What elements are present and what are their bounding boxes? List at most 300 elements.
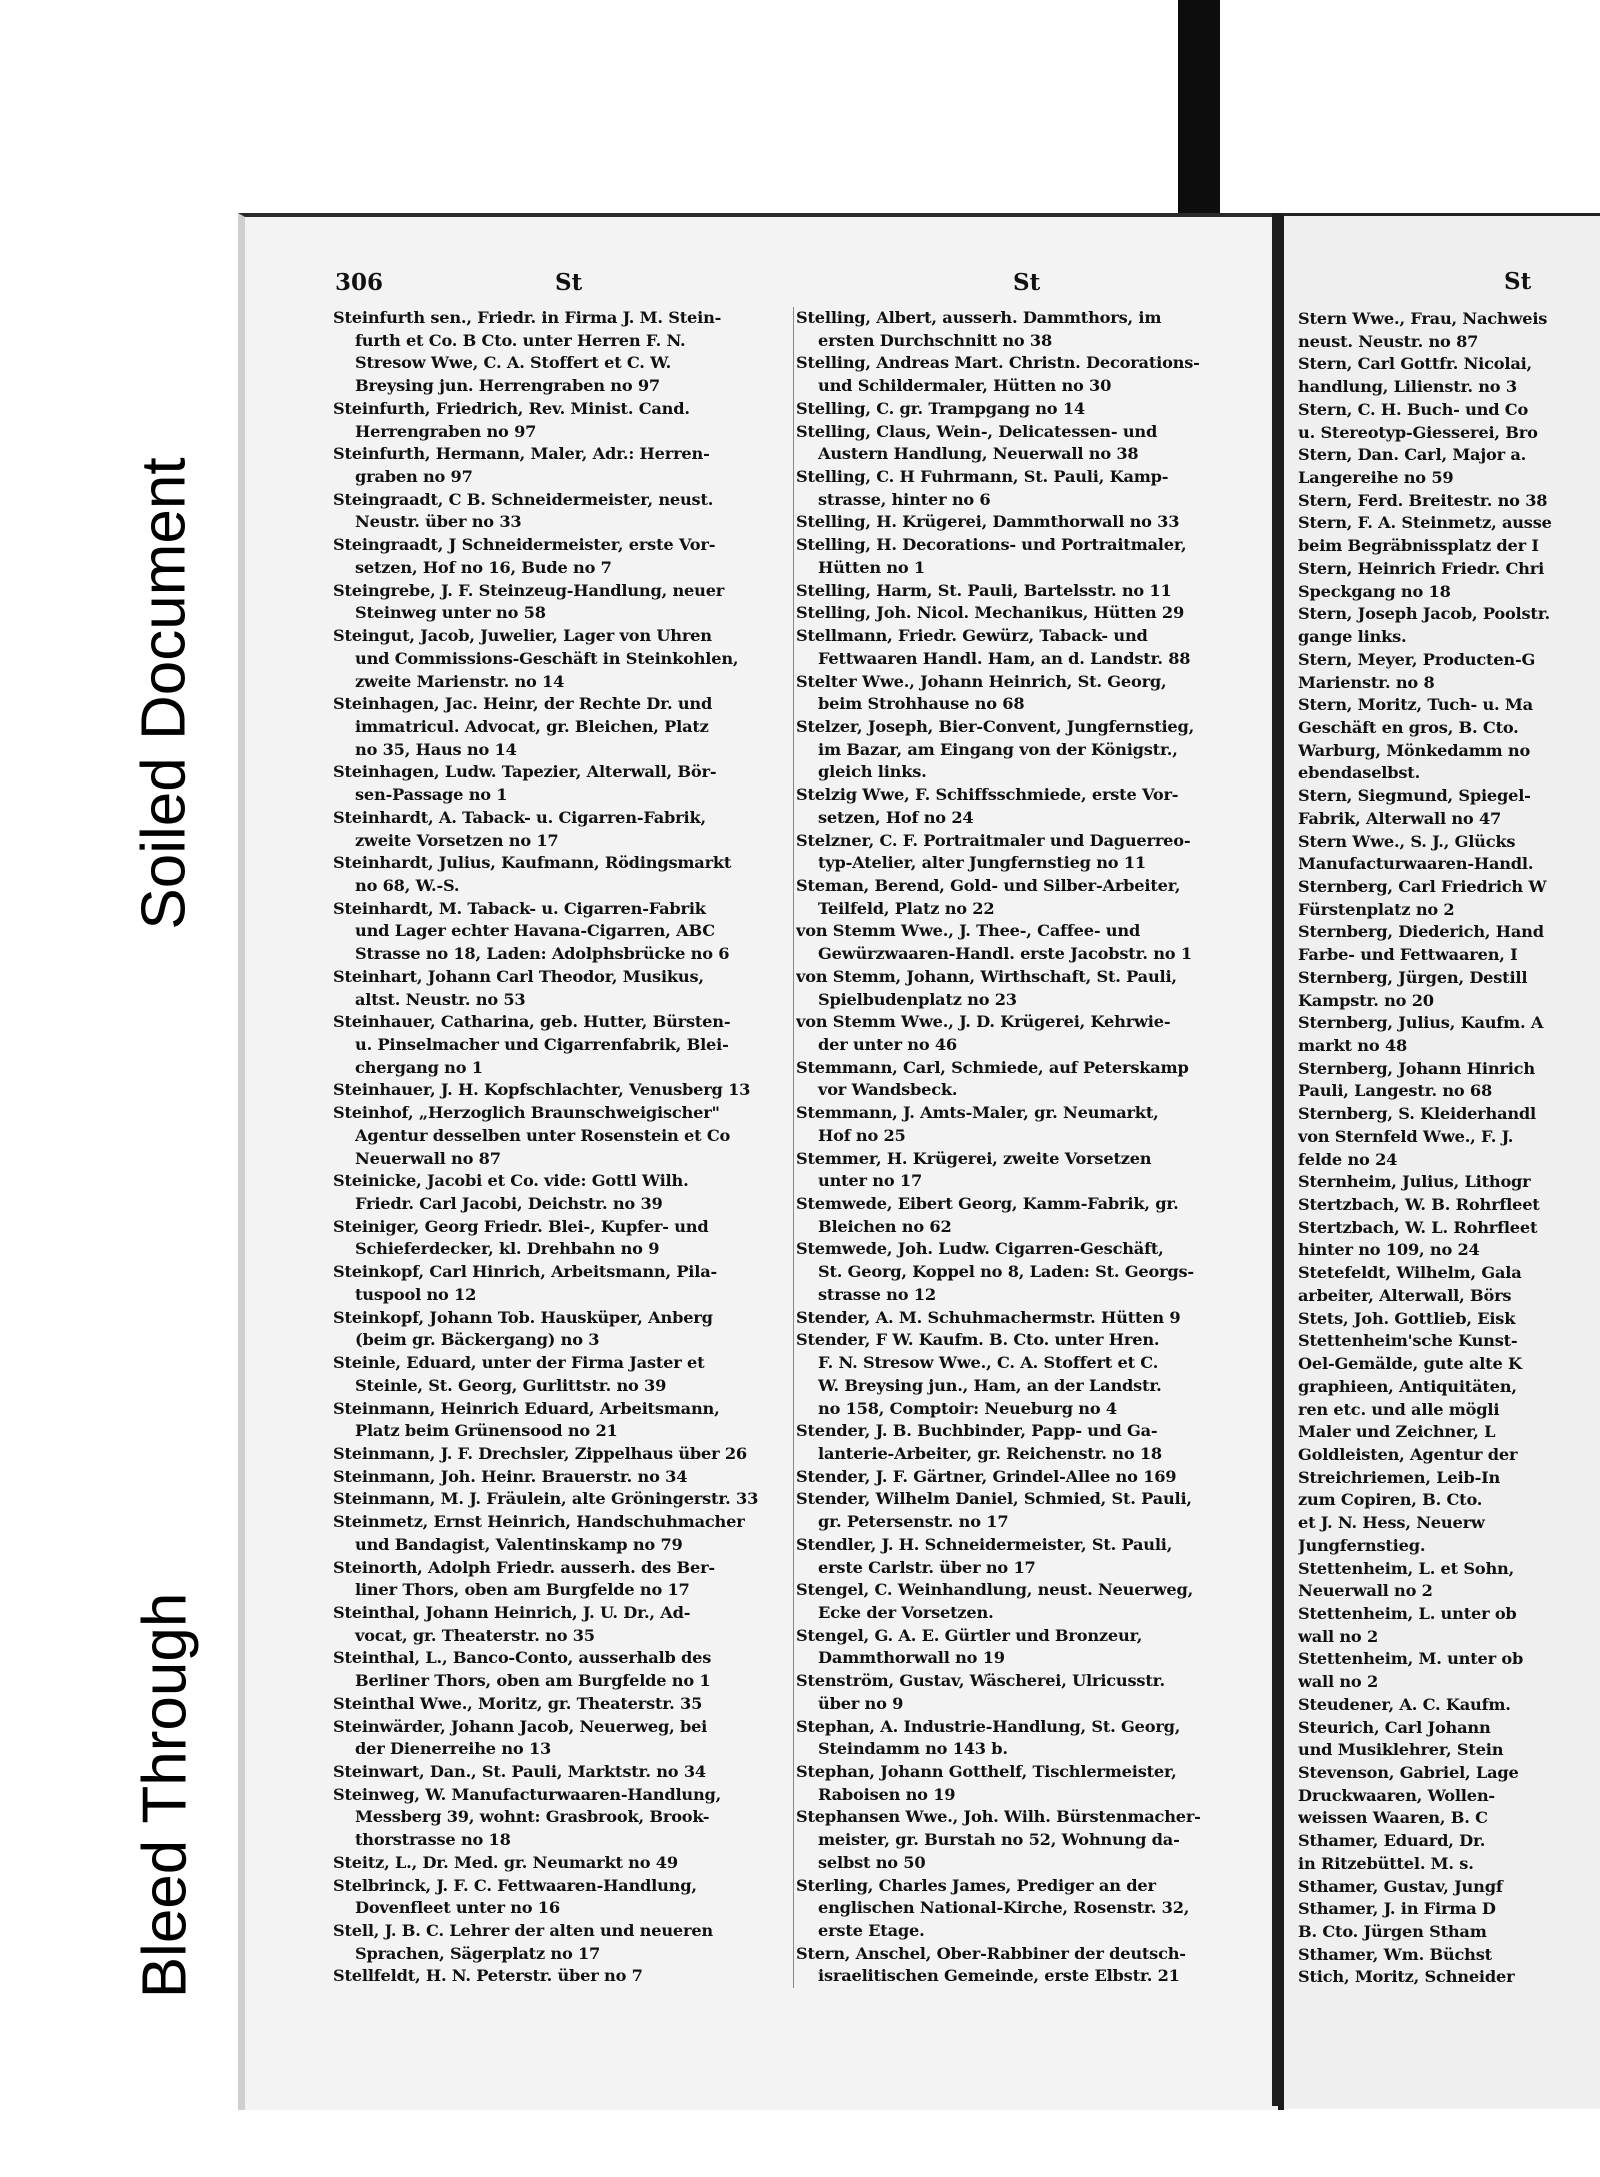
entry-line: Sternheim, Julius, Lithogr [1298,1172,1531,1192]
directory-entry [796,1148,1266,1193]
directory-entry [333,1693,783,1716]
entry-line: Steinfurth sen., Friedr. in Firma J. M. Stein- [333,308,722,327]
entry-line: Steinhof, „Herzoglich Braunschweigischer" [333,1103,720,1123]
header-left: St [555,269,583,296]
entry-line: Steingraadt, C B. Schneidermeister, neust. [333,489,714,509]
entry-line: Stern, Joseph Jacob, Poolstr. [1298,604,1550,624]
directory-entry [796,1307,1266,1330]
entry-line: furth et Co. B Cto. unter Herren F. N. [355,330,686,350]
directory-entry [796,352,1266,397]
entry-line: B. Cto. Jürgen Stham [1298,1922,1487,1942]
entry-line: Stellmann, Friedr. Gewürz, Taback- und [796,626,1148,646]
entry-line: Stertzbach, W. L. Rohrfleet [1298,1217,1538,1237]
directory-entry [333,398,783,443]
entry-line: sen-Passage no 1 [355,785,508,805]
directory-entry [796,875,1266,920]
entry-line: Strasse no 18, Laden: Adolphsbrücke no 6 [355,944,730,964]
entry-line: thorstrasse no 18 [355,1830,511,1850]
directory-entry [333,534,783,579]
directory-entry [796,1761,1266,1806]
entry-line: Oel-Gemälde, gute alte K [1298,1354,1522,1374]
entry-line: Sternberg, Diederich, Hand [1298,922,1544,942]
directory-entry [333,807,783,852]
book-page-main [238,213,1278,2110]
entry-line: Sternberg, Carl Friedrich W [1298,876,1547,896]
entry-line: Steinfurth, Hermann, Maler, Adr.: Herren- [333,444,710,464]
directory-entry [333,1170,783,1215]
directory-entry [796,830,1266,875]
entry-line: Steinorth, Adolph Friedr. ausserh. des Ber- [333,1557,715,1577]
entry-line: Steman, Berend, Gold- und Silber-Arbeiter, [796,875,1181,895]
entry-line: Steinmetz, Ernst Heinrich, Handschuhmacher [333,1512,745,1532]
entry-line: Steingut, Jacob, Juwelier, Lager von Uhren [333,626,712,646]
entry-line: Stemmann, J. Amts-Maler, gr. Neumarkt, [796,1103,1159,1123]
entry-line: u. Stereotyp-Giesserei, Bro [1298,422,1538,442]
entry-line: gleich links. [818,762,927,782]
entry-line: Steinmann, Joh. Heinr. Brauerstr. no 34 [333,1466,688,1486]
entry-line: der Dienerreihe no 13 [355,1739,552,1759]
entry-line: Steinhart, Johann Carl Theodor, Musikus, [333,966,704,986]
entry-line: Stephan, A. Industrie-Handlung, St. Georg, [796,1716,1181,1736]
entry-line: ebendaselbst. [1298,763,1420,783]
entry-line: Stelling, H. Krügerei, Dammthorwall no 33 [796,512,1180,532]
entry-line: Steinfurth, Friedrich, Rev. Minist. Cand. [333,398,690,418]
entry-line: Stemmer, H. Krügerei, zweite Vorsetzen [796,1148,1152,1168]
entry-line: Stelling, Albert, ausserh. Dammthors, im [796,308,1162,327]
entry-line: weissen Waaren, B. C [1298,1808,1488,1828]
directory-entry [333,1716,783,1761]
entry-line: Steinmann, Heinrich Eduard, Arbeitsmann, [333,1398,720,1418]
entry-line: lanterie-Arbeiter, gr. Reichenstr. no 18 [818,1443,1162,1463]
directory-entry [333,761,783,806]
entry-line: hinter no 109, no 24 [1298,1240,1480,1260]
entry-line: Steinhagen, Jac. Heinr, der Rechte Dr. und [333,694,713,714]
directory-entry [796,421,1266,466]
directory-entry [333,1102,783,1170]
directory-entry [333,1852,783,1875]
entry-line: Neuerwall no 2 [1298,1581,1433,1601]
directory-entry [796,1193,1266,1238]
entry-line: neust. Neustr. no 87 [1298,331,1479,351]
directory-entry [333,1216,783,1261]
entry-line: F. N. Stresow Wwe., C. A. Stoffert et C. [818,1353,1159,1373]
entry-line: Stern, Dan. Carl, Major a. [1298,445,1527,465]
directory-entry [333,966,783,1011]
entry-line: Stender, Wilhelm Daniel, Schmied, St. Pauli, [796,1489,1192,1509]
entry-line: Dammthorwall no 19 [818,1648,1005,1668]
entry-line: setzen, Hof no 24 [818,807,974,827]
entry-line: Speckgang no 18 [1298,581,1451,601]
entry-line: Steingrebe, J. F. Steinzeug-Handlung, neuer [333,580,725,600]
entry-line: Stevenson, Gabriel, Lage [1298,1763,1519,1782]
soiled-document-label [113,402,216,984]
entry-line: Steitz, L., Dr. Med. gr. Neumarkt no 49 [333,1852,678,1872]
entry-line: der unter no 46 [818,1035,957,1054]
entry-line: meister, gr. Burstah no 52, Wohnung da- [818,1830,1180,1850]
entry-line: vocat, gr. Theaterstr. no 35 [355,1625,595,1645]
entry-line: Hof no 25 [818,1125,906,1145]
entry-line: arbeiter, Alterwall, Börs [1298,1285,1512,1305]
entry-line: Stern, Anschel, Ober-Rabbiner der deutsch- [796,1943,1186,1963]
entry-line: Steinthal Wwe., Moritz, gr. Theaterstr. 35 [333,1693,703,1713]
entry-line: graben no 97 [355,467,473,487]
entry-line: israelitischen Gemeinde, erste Elbstr. 21 [818,1966,1180,1986]
entry-line: Stettenheim, L. unter ob [1298,1603,1517,1623]
directory-entry [796,1011,1266,1056]
directory-entry [333,1761,783,1784]
entry-line: Streichriemen, Leib-In [1298,1467,1501,1487]
directory-entry [796,1625,1266,1670]
directory-entry [333,1920,783,1965]
entry-line: Sthamer, Wm. Büchst [1298,1944,1492,1964]
entry-line: im Bazar, am Eingang von der Königstr., [818,739,1178,759]
entry-line: und Bandagist, Valentinskamp no 79 [355,1534,683,1554]
entry-line: Stelter Wwe., Johann Heinrich, St. Georg, [796,671,1167,691]
entry-line: Stemwede, Eibert Georg, Kamm-Fabrik, gr. [796,1194,1179,1214]
entry-line: Steinkopf, Johann Tob. Hausküper, Anberg [333,1307,713,1327]
soiled-document-text: Soiled Document [130,456,199,930]
entry-line: Teilfeld, Platz no 22 [818,898,995,918]
entry-line: Steinthal, L., Banco-Conto, ausserhalb des [333,1648,712,1668]
entry-line: zum Copiren, B. Cto. [1298,1490,1483,1510]
directory-entry [333,1011,783,1079]
directory-entry [796,784,1266,829]
entry-line: liner Thors, oben am Burgfelde no 17 [355,1580,690,1600]
directory-entry [333,1647,783,1692]
directory-entry [333,1398,783,1443]
entry-line: Stern, Heinrich Friedr. Chri [1298,558,1545,578]
entry-line: Stern, Carl Gottfr. Nicolai, [1298,354,1532,374]
entry-line: Stettenheim, M. unter ob [1298,1649,1524,1669]
entry-line: Stemmann, Carl, Schmiede, auf Peterskamp [796,1057,1189,1077]
header-right: St [1013,269,1041,296]
directory-entry [333,443,783,488]
directory-entry [796,716,1266,784]
entry-line: beim Begräbnissplatz der I [1298,536,1539,556]
entry-line: Herrengraben no 97 [355,421,537,441]
entry-line: (beim gr. Bäckergang) no 3 [355,1330,600,1350]
directory-entry [333,1965,783,1988]
directory-entry [796,625,1266,670]
header-far-right: St [1504,268,1532,295]
entry-line: Sprachen, Sägerplatz no 17 [355,1943,601,1963]
directory-entry [796,1102,1266,1147]
entry-line: Sternberg, Julius, Kaufm. A [1298,1013,1544,1033]
directory-entry [796,966,1266,1011]
entry-line: St. Georg, Koppel no 8, Laden: St. Georgs- [818,1262,1194,1282]
page-number: 306 [335,269,384,296]
directory-entry [333,625,783,693]
entry-line: Warburg, Mönkedamm no [1298,740,1531,760]
entry-line: Hütten no 1 [818,557,925,577]
middle-column [793,307,1266,1988]
directory-entry [333,1511,783,1556]
entry-line: wall no 2 [1298,1626,1379,1646]
entry-line: Steinhardt, Julius, Kaufmann, Rödingsmarkt [333,853,732,873]
entry-line: über no 9 [818,1693,904,1713]
entry-line: Jungfernstieg. [1298,1535,1426,1555]
entry-line: Farbe- und Fettwaaren, I [1298,945,1518,965]
entry-line: Stern, F. A. Steinmetz, ausse [1298,513,1552,533]
directory-entry [333,1488,783,1511]
directory-entry [333,489,783,534]
directory-entry [333,1443,783,1466]
entry-line: Stetefeldt, Wilhelm, Gala [1298,1263,1522,1283]
entry-line: Spielbudenplatz no 23 [818,989,1017,1009]
directory-entry [796,671,1266,716]
entry-line: zweite Vorsetzen no 17 [355,830,559,850]
entry-line: Goldleisten, Agentur der [1298,1444,1518,1464]
entry-line: Steinhauer, Catharina, geb. Hutter, Bürsten- [333,1012,731,1032]
entry-line: Sternberg, S. Kleiderhandl [1298,1104,1536,1124]
entry-line: beim Strohhause no 68 [818,694,1025,714]
directory-entry [333,1352,783,1397]
directory-entry [333,1557,783,1602]
entry-line: Steinmann, J. F. Drechsler, Zippelhaus über 26 [333,1443,747,1463]
left-column [333,307,783,1988]
entry-line: Stender, A. M. Schuhmachermstr. Hütten 9 [796,1307,1181,1327]
entry-line: et J. N. Hess, Neuerw [1298,1513,1485,1533]
entry-line: Dovenfleet unter no 16 [355,1898,560,1918]
directory-entry [796,1670,1266,1715]
directory-entry [796,1534,1266,1579]
directory-entry [796,1875,1266,1943]
entry-line: gr. Petersenstr. no 17 [818,1512,1009,1532]
entry-line: Steindamm no 143 b. [818,1739,1008,1759]
entry-line: Gewürzwaaren-Handl. erste Jacobstr. no 1 [818,944,1192,964]
entry-line: und Lager echter Havana-Cigarren, ABC [355,921,715,941]
entry-line: Stelzner, C. F. Portraitmaler und Daguerreo- [796,830,1191,850]
entry-line: Steudener, A. C. Kaufm. [1298,1694,1511,1714]
entry-line: Bleichen no 62 [818,1216,952,1236]
entry-line: Fürstenplatz no 2 [1298,899,1455,919]
directory-entry [796,1057,1266,1102]
entry-line: Stern, Meyer, Producten-G [1298,649,1536,669]
entry-line: Steinle, Eduard, unter der Firma Jaster et [333,1353,705,1373]
entry-line: strasse, hinter no 6 [818,489,991,509]
entry-line: Stephansen Wwe., Joh. Wilh. Bürstenmacher- [796,1807,1201,1827]
entry-line: Fabrik, Alterwall no 47 [1298,808,1502,828]
black-scan-strip [1178,0,1220,225]
entry-line: und Commissions-Geschäft in Steinkohlen, [355,648,739,668]
directory-entry [333,852,783,897]
entry-line: Fettwaaren Handl. Ham, an d. Landstr. 88 [818,648,1191,668]
entry-line: no 35, Haus no 14 [355,739,517,759]
entry-line: Maler und Zeichner, L [1298,1422,1496,1442]
directory-entry [796,1238,1266,1306]
entry-line: vor Wandsbeck. [818,1080,958,1100]
directory-entry [333,1261,783,1306]
entry-line: Stelling, Joh. Nicol. Mechanikus, Hütten 29 [796,603,1185,623]
directory-entry [333,1307,783,1352]
entry-line: Neuerwall no 87 [355,1148,501,1168]
entry-line: typ-Atelier, alter Jungfernstieg no 11 [818,853,1146,873]
entry-line: und Musiklehrer, Stein [1298,1740,1504,1760]
entry-line: erste Carlstr. über no 17 [818,1557,1036,1577]
entry-line: Messberg 39, wohnt: Grasbrook, Brook- [355,1807,710,1827]
entry-line: Steinle, St. Georg, Gurlittstr. no 39 [355,1375,667,1395]
entry-line: Stengel, G. A. E. Gürtler und Bronzeur, [796,1625,1143,1645]
entry-line: Stets, Joh. Gottlieb, Eisk [1298,1308,1516,1328]
entry-line: Steinhauer, J. H. Kopfschlachter, Venusberg 13 [333,1080,751,1100]
directory-entry [333,307,783,398]
entry-line: selbst no 50 [818,1852,926,1872]
entry-line: Pauli, Langestr. no 68 [1298,1081,1493,1101]
entry-line: Marienstr. no 8 [1298,672,1435,692]
entry-line: tuspool no 12 [355,1284,477,1304]
entry-line: ersten Durchschnitt no 38 [818,330,1053,350]
entry-line: Steiniger, Georg Friedr. Blei-, Kupfer- und [333,1216,709,1236]
entry-line: Steurich, Carl Johann [1298,1717,1491,1737]
entry-line: Berliner Thors, oben am Burgfelde no 1 [355,1671,711,1691]
entry-line: Stelling, C. H Fuhrmann, St. Pauli, Kamp- [796,467,1169,487]
entry-line: felde no 24 [1298,1149,1398,1169]
entry-line: Stelling, H. Decorations- und Portraitmaler, [796,535,1187,555]
directory-entry [796,1806,1266,1874]
entry-line: handlung, Lilienstr. no 3 [1298,377,1517,397]
entry-line: Neustr. über no 33 [355,512,522,532]
entry-line: zweite Marienstr. no 14 [355,671,565,691]
entry-line: Stertzbach, W. B. Rohrfleet [1298,1195,1540,1215]
entry-line: Steinmann, M. J. Fräulein, alte Gröningerstr. 33 [333,1489,759,1509]
entry-line: graphieen, Antiquitäten, [1298,1376,1517,1396]
entry-line: Stender, F W. Kaufm. B. Cto. unter Hren. [796,1330,1160,1350]
entry-line: setzen, Hof no 16, Bude no 7 [355,557,612,577]
directory-entry [796,307,1266,352]
entry-line: von Stemm, Johann, Wirthschaft, St. Pauli, [796,966,1177,986]
entry-line: Steinkopf, Carl Hinrich, Arbeitsmann, Pila- [333,1262,718,1282]
directory-entry [333,580,783,625]
entry-line: Stelling, Claus, Wein-, Delicatessen- und [796,421,1158,441]
entry-line: Steinhagen, Ludw. Tapezier, Alterwall, Bör- [333,762,717,782]
directory-entry [796,1466,1266,1489]
entry-line: Friedr. Carl Jacobi, Deichstr. no 39 [355,1194,663,1214]
entry-line: Stemwede, Joh. Ludw. Cigarren-Geschäft, [796,1239,1164,1259]
entry-line: unter no 17 [818,1171,923,1191]
entry-line: Stern, Moritz, Tuch- u. Ma [1298,695,1533,715]
directory-entry [333,1784,783,1852]
entry-line: von Stemm Wwe., J. Thee-, Caffee- und [796,921,1141,941]
directory-entry [796,534,1266,579]
entry-line: Stich, Moritz, Schneider [1298,1967,1515,1987]
directory-entry [796,1420,1266,1465]
entry-line: Steinhardt, A. Taback- u. Cigarren-Fabrik, [333,807,706,827]
book-page-right [1280,213,1600,2109]
entry-line: gange links. [1298,627,1407,647]
entry-line: Stender, J. B. Buchbinder, Papp- und Ga- [796,1421,1158,1441]
directory-entry [333,1875,783,1920]
entry-line: Steinwart, Dan., St. Pauli, Marktstr. no 34 [333,1762,706,1781]
bleed-through-label [113,1485,216,2105]
entry-line: Stelzer, Joseph, Bier-Convent, Jungfernstieg, [796,716,1195,736]
entry-line: Stelling, Andreas Mart. Christn. Decorations- [796,353,1200,373]
entry-line: u. Pinselmacher und Cigarrenfabrik, Blei- [355,1035,729,1054]
entry-line: und Schildermaler, Hütten no 30 [818,376,1112,396]
entry-line: Agentur desselben unter Rosenstein et Co [355,1125,731,1145]
directory-entry [796,1943,1266,1988]
directory-entry [333,1079,783,1102]
entry-line: von Stemm Wwe., J. D. Krügerei, Kehrwie- [796,1012,1171,1032]
directory-entry [333,898,783,966]
entry-line: Langereihe no 59 [1298,468,1454,488]
entry-line: Steinthal, Johann Heinrich, J. U. Dr., Ad- [333,1602,691,1622]
entry-line: Austern Handlung, Neuerwall no 38 [818,444,1139,464]
entry-line: Sthamer, Eduard, Dr. [1298,1831,1486,1851]
entry-line: Sternberg, Jürgen, Destill [1298,967,1528,987]
entry-line: von Sternfeld Wwe., F. J. [1298,1126,1514,1146]
directory-entry [796,920,1266,965]
entry-line: erste Etage. [818,1921,925,1941]
entry-line: Stephan, Johann Gotthelf, Tischlermeister, [796,1762,1177,1781]
entry-line: Stelling, Harm, St. Pauli, Bartelsstr. no 11 [796,580,1172,600]
directory-entry [333,693,783,761]
entry-line: Sthamer, Gustav, Jungf [1298,1876,1503,1896]
entry-line: Steinwärder, Johann Jacob, Neuerweg, bei [333,1716,708,1736]
entry-line: Stelling, C. gr. Trampgang no 14 [796,398,1085,418]
right-column [1298,308,1600,1989]
entry-line: strasse no 12 [818,1284,936,1304]
entry-line: Sternberg, Johann Hinrich [1298,1058,1535,1078]
entry-line: Sterling, Charles James, Prediger an der [796,1875,1156,1895]
entry-line: Raboisen no 19 [818,1784,956,1804]
directory-entry [796,1579,1266,1624]
entry-line: Breysing jun. Herrengraben no 97 [355,376,660,396]
entry-line: no 68, W.-S. [355,875,460,895]
entry-line: Stresow Wwe, C. A. Stoffert et C. W. [355,353,672,373]
directory-entry [796,1716,1266,1761]
entry-line: Stengel, C. Weinhandlung, neust. Neuerweg, [796,1580,1194,1600]
entry-line: W. Breysing jun., Ham, an der Landstr. [818,1375,1162,1395]
entry-line: Ecke der Vorsetzen. [818,1602,994,1622]
directory-entry [796,511,1266,534]
directory-entry [796,1329,1266,1420]
directory-entry [796,1488,1266,1533]
entry-line: Schieferdecker, kl. Drehbahn no 9 [355,1239,660,1259]
entry-line: Stern, Ferd. Breitestr. no 38 [1298,490,1548,510]
entry-line: Stettenheim'sche Kunst- [1298,1331,1518,1351]
entry-line: immatricul. Advocat, gr. Bleichen, Platz [355,716,709,736]
entry-line: Stender, J. F. Gärtner, Grindel-Allee no 169 [796,1466,1177,1486]
entry-line: Manufacturwaaren-Handl. [1298,854,1534,874]
entry-line: Steinicke, Jacobi et Co. vide: Gottl Wilh. [333,1171,689,1191]
entry-line: markt no 48 [1298,1036,1408,1055]
entry-line: Steingraadt, J Schneidermeister, erste Vor- [333,535,716,555]
entry-line: altst. Neustr. no 53 [355,989,526,1009]
bleed-through-text: Bleed Through [130,1592,200,1998]
directory-entry [796,602,1266,625]
entry-line: Kampstr. no 20 [1298,990,1434,1010]
entry-line: Stenström, Gustav, Wäscherei, Ulricusstr. [796,1671,1165,1691]
entry-line: Stern Wwe., Frau, Nachweis [1298,309,1548,328]
entry-line: Stell, J. B. C. Lehrer der alten und neueren [333,1921,713,1941]
entry-line: englischen National-Kirche, Rosenstr. 32, [818,1898,1190,1918]
entry-line: Stern, Siegmund, Spiegel- [1298,786,1531,806]
directory-entry [333,1602,783,1647]
entry-line: Druckwaaren, Wollen- [1298,1785,1495,1805]
entry-line: ren etc. und alle mögli [1298,1399,1500,1419]
entry-line: Steinweg unter no 58 [355,603,546,623]
entry-line: Stelzig Wwe, F. Schiffsschmiede, erste Vor- [796,785,1179,805]
directory-entry [333,1466,783,1489]
directory-entry [796,466,1266,511]
directory-entry [796,580,1266,603]
entry-line: Stern, C. H. Buch- und Co [1298,399,1529,419]
entry-line: Stelbrinck, J. F. C. Fettwaaren-Handlung, [333,1875,697,1895]
directory-entry [796,398,1266,421]
entry-line: Stern Wwe., S. J., Glücks [1298,831,1516,851]
entry-line: no 158, Comptoir: Neueburg no 4 [818,1398,1117,1418]
entry-line: Stellfeldt, H. N. Peterstr. über no 7 [333,1966,643,1986]
